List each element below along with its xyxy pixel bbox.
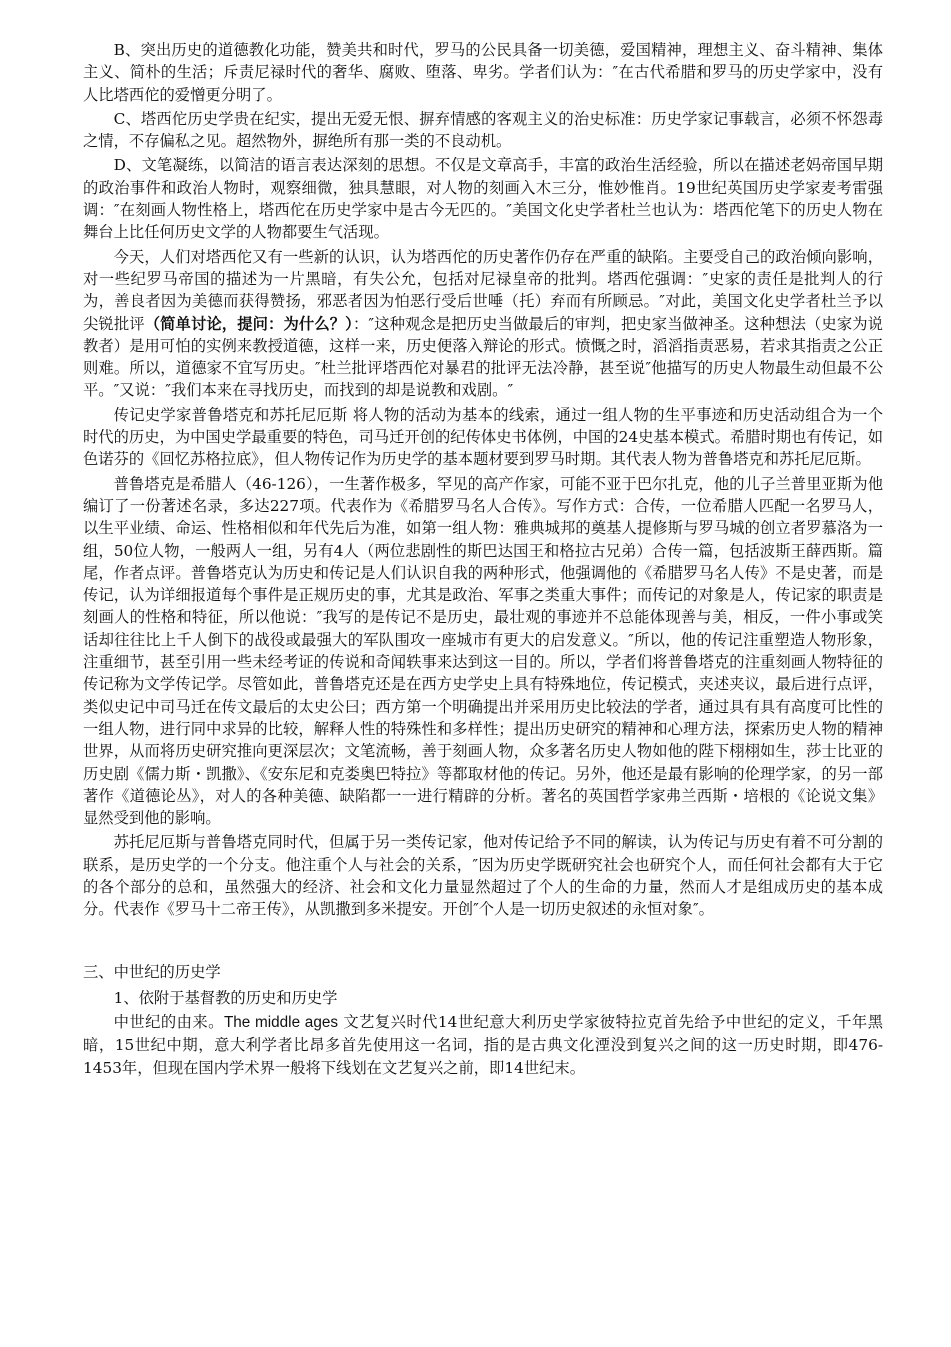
critique-text-after: ：″这种观念是把历史当做最后的审判，把史家当做神圣。这种想法（史家为说教者）是用可怕的实例来教授道德，这样一来，历史便落入辩论的形式。愤慨之时，滔滔指责恶易，若求其指责之公正则难。所以，道德家不宜写历史。″杜兰批评塔西佗对暴君的批评无法冷静，甚至说″他描写的历史人物最生动但最不公平。″又说：″我们本来在寻找历史，而找到的却是说教和戏剧。″ <box>83 314 883 400</box>
paragraph-critique <box>83 246 883 402</box>
paragraph-biographers: 传记史学家普鲁塔克和苏托尼厄斯 将人物的活动为基本的线索，通过一组人物的生平事迹和历史活动组合为一个时代的历史，为中国史学最重要的特色，司马迁开创的纪传体史书体例，中国的24史基本模式。希腊时期也有传记，如色诺芬的《回忆苏格拉底》，但人物传记作为历史学的基本题材要到罗马时期。其代表人物为普鲁塔克和苏托尼厄斯。 <box>83 405 883 469</box>
section-subheading <box>83 987 883 1009</box>
paragraph-middle-ages <box>83 1011 883 1079</box>
critique-text-before: 今天，人们对塔西佗又有一些新的认识，认为塔西佗的历史著作仍存在严重的缺陷。主要受自己的政治倾向影响，对一些纪罗马帝国的描述为一片黑暗，有失公允，包括对尼禄皇帝的批判。塔西佗强调：″史家的责任是批判人的行为，善良者因为美德而获得赞扬，邪恶者因为怕恶行受后世唾（托）弃而有所顾忌。″对此，美国文化史学者杜兰予以尖锐批评 <box>83 247 883 333</box>
paragraph-b: B、突出历史的道德教化功能，赞美共和时代，罗马的公民具备一切美德，爱国精神，理想主义、奋斗精神、集体主义、简朴的生活；斥责尼禄时代的奢华、腐败、堕落、卑劣。学者们认为：″在古代希腊和罗马的历史学家中，没有人比塔西佗的爱憎更分明了。 <box>83 41 883 104</box>
discussion-prompt: （简单讨论，提问：为什么？） <box>144 314 353 333</box>
middle-ages-text-before: 中世纪的由来。 <box>113 1013 224 1032</box>
section-heading: 三、中世纪的历史学 <box>83 962 221 981</box>
document-page <box>83 39 883 1081</box>
paragraph-suetonius: 苏托尼厄斯与普鲁塔克同时代，但属于另一类传记家，他对传记给予不同的解读，认为传记与历史有着不可分割的联系，是历史学的一个分支。他注重个人与社会的关系，″因为历史学既研究社会也研究个人，而任何社会都有大于它的各个部分的总和，虽然强大的经济、社会和文化力量显然超过了个人的生命的力量，然而人才是组成历史的基本成分。代表作《罗马十二帝王传》，从凯撒到多米提安。开创″个人是一切历史叙述的永恒对象″。 <box>83 833 883 919</box>
section-gap <box>83 923 883 961</box>
paragraph-d: D、文笔凝练，以简洁的语言表达深刻的思想。不仅是文章高手，丰富的政治生活经验，所以在描述老妈帝国早期的政治事件和政治人物时，观察细微，独具慧眼，对人物的刻画入木三分，惟妙惟肖。19世纪英国历史学家麦考雷强调：″在刻画人物性格上，塔西佗在历史学家中是古今无匹的。″美国文化史学者杜兰也认为：塔西佗笔下的历史人物在舞台上比任何历史文学的人物都要生气活现。 <box>83 156 883 242</box>
subheading-text: 1、依附于基督教的历史和历史学 <box>113 988 338 1007</box>
paragraph-c: C、塔西佗历史学贵在纪实，提出无爱无恨、摒弃情感的客观主义的治史标准：历史学家记事载言，必须不怀怨毒之情，不存偏私之见。超然物外，摒绝所有那一类的不良动机。 <box>83 109 883 151</box>
middle-ages-english-term: The middle ages <box>223 1014 338 1032</box>
middle-ages-text-after: 文艺复兴时代14世纪意大利历史学家彼特拉克首先给予中世纪的定义，千年黑暗，15世纪中期，意大利学者比昂多首先使用这一名词，指的是古典文化湮没到复兴之间的这一历史时期，即476-1453年，但现在国内学术界一般将下线划在文艺复兴之前，即14世纪末。 <box>83 1013 883 1077</box>
paragraph-plutarch: 普鲁塔克是希腊人（46-126），一生著作极多，罕见的高产作家，可能不亚于巴尔扎克，他的儿子兰普里亚斯为他编订了一份著述名录，多达227项。代表作为《希腊罗马名人合传》。写作方式：合传，一位希腊人匹配一名罗马人，以生平业绩、命运、性格相似和年代先后为准，如第一组人物：雅典城邦的奠基人提修斯与罗马城的创立者罗慕洛为一组，50位人物，一般两人一组，另有4人（两位悲剧性的斯巴达国王和格拉古兄弟）合传一篇，包括波斯王薛西斯。篇尾，作者点评。普鲁塔克认为历史和传记是人们认识自我的两种形式，他强调他的《希腊罗马名人传》不是史著，而是传记，认为详细报道每个事件是正规历史的事，尤其是政治、军事之类重大事件；而传记的对象是人，传记家的职责是刻画人的性格和特征，所以他说：″我写的是传记不是历史，最壮观的事迹并不总能体现善与美，相反，一件小事或笑话却往往比上千人倒下的战役或最强大的军队围攻一座城市有更大的启发意义。″所以，他的传记注重塑造人物形象，注重细节，甚至引用一些未经考证的传说和奇闻轶事来达到这一目的。所以，学者们将普鲁塔克的注重刻画人物特征的传记称为文学传记学。尽管如此，普鲁塔克还是在西方史学史上具有特殊地位，传记模式，夹述夹议，最后进行点评，类似史记中司马迁在传文最后的太史公曰；西方第一个明确提出并采用历史比较法的学者，通过具有具有高度可比性的一组人物，进行同中求异的比较，解释人性的特殊性和多样性；提出历史研究的精神和心理方法，探索历史人物的精神世界，从而将历史研究推向更深层次；文笔流畅，善于刻画人物，众多著名历史人物如他的陛下栩栩如生，莎士比亚的历史剧《儒力斯・凯撒》、《安东尼和克娄奥巴特拉》等都取材他的传记。另外，他还是最有影响的伦理学家，的另一部著作《道德论丛》，对人的各种美德、缺陷都一一进行精辟的分析。著名的英国哲学家弗兰西斯・培根的《论说文集》显然受到他的影响。 <box>83 474 883 828</box>
